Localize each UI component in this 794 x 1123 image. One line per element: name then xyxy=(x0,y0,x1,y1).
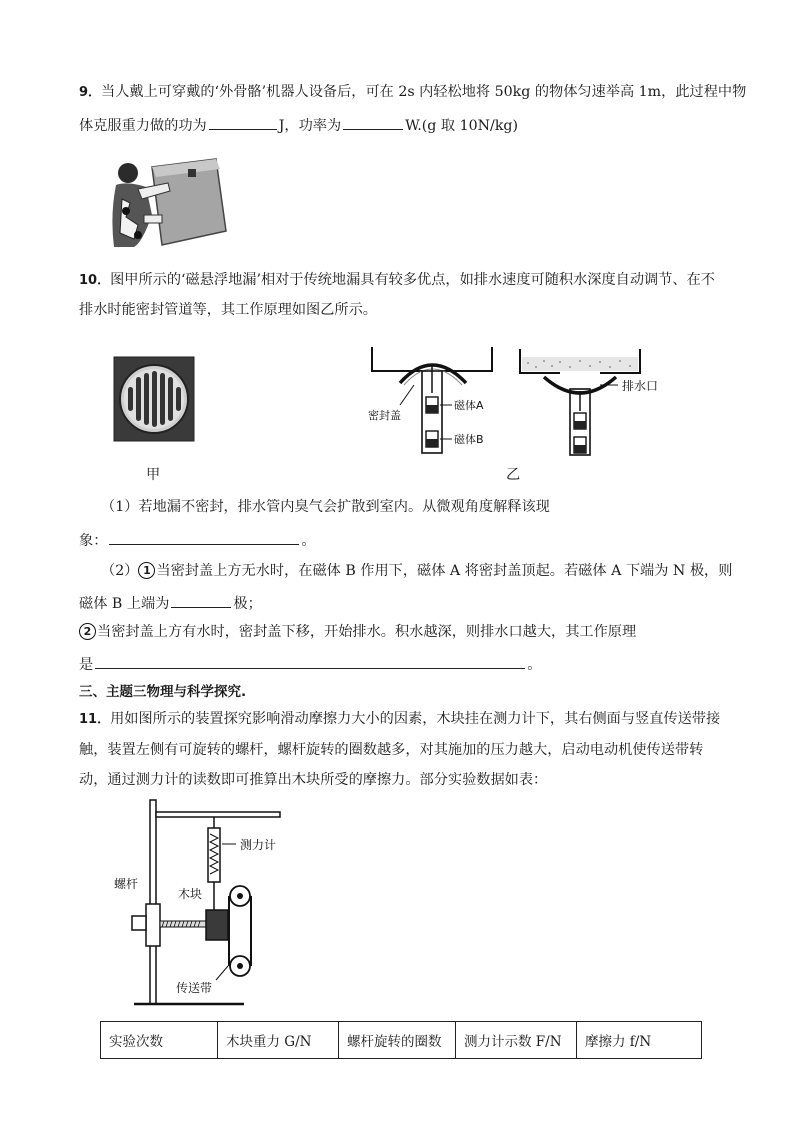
q10-line-2: 排水时能密封管道等，其工作原理如图乙所示。 xyxy=(79,302,377,318)
q10-part2-line-3: 2 当密封盖上方有水时，密封盖下移，开始排水。积水越深，则排水口越大，其工作原理 xyxy=(79,622,636,642)
q10-blank-diffusion[interactable] xyxy=(109,529,299,545)
q11-line-3: 动，通过测力计的读数即可推算出木块所受的摩擦力。部分实验数据如表： xyxy=(79,772,548,788)
q9-blank-work[interactable] xyxy=(209,114,277,130)
label-seal: 密封盖 xyxy=(368,409,401,422)
q9-line-2: 体克服重力做的功为 J，功率为 W.(g 取 10N/kg) xyxy=(79,114,518,136)
q10-blank-pole[interactable] xyxy=(171,592,231,608)
floor-drain-figure xyxy=(112,355,198,445)
q10-blank-principle[interactable] xyxy=(95,653,525,669)
q10-part1-line-1: （1）若地漏不密封，排水管内臭气会扩散到室内。从微观角度解释该现 xyxy=(101,499,550,515)
fig-jia-caption: 甲 xyxy=(146,467,161,483)
section-3-heading: 三、主题三物理与科学探究. xyxy=(79,684,247,700)
label-screw: 螺杆 xyxy=(114,877,139,891)
circled-number-2: 2 xyxy=(79,623,96,640)
label-magnet-a: 磁体A xyxy=(454,399,484,412)
table-header-cell: 螺杆旋转的圈数 xyxy=(339,1022,456,1059)
q10-number: 10． xyxy=(79,273,111,288)
q9-blank-power[interactable] xyxy=(343,114,403,130)
q10-part1-line-2: 象： 。 xyxy=(79,529,316,551)
table-header-cell: 实验次数 xyxy=(101,1022,218,1059)
q10-part2-line-4: 是 。 xyxy=(79,653,541,675)
q10-part2-line-1: （2） 1 当密封盖上方无水时，在磁体 B 作用下，磁体 A 将密封盖顶起。若磁体 A 下端为 N 极，则 xyxy=(101,563,733,579)
q11-line-1: 11．用如图所示的装置探究影响滑动摩擦力大小的因素，木块挂在测力计下，其右侧面与竖直传送带接 xyxy=(79,711,721,727)
q10-part2-line-2: 磁体 B 上端为 极； xyxy=(79,592,262,614)
label-magnet-b: 磁体B xyxy=(454,433,484,446)
friction-apparatus-figure xyxy=(104,798,334,1014)
q9-number: 9． xyxy=(79,85,102,100)
q11-number: 11． xyxy=(79,712,111,727)
drain-principle-figure xyxy=(360,345,659,475)
fig-yi-caption: 乙 xyxy=(506,467,521,483)
q9-line-1: 9．当人戴上可穿戴的‘外骨骼’机器人设备后，可在 2s 内轻松地将 50kg 的物体匀速举高 1m，此过程中物 xyxy=(79,84,747,100)
label-wood-block: 木块 xyxy=(178,887,203,901)
table-header-cell: 木块重力 G/N xyxy=(218,1022,339,1059)
exoskeleton-photo xyxy=(108,155,226,247)
label-conveyor-belt: 传送带 xyxy=(176,981,213,995)
table-header-cell: 测力计示数 F/N xyxy=(456,1022,577,1059)
q10-line-1: 10．图甲所示的‘磁悬浮地漏’相对于传统地漏具有较多优点，如排水速度可随积水深度自动调节、在不 xyxy=(79,272,715,288)
table-header-cell: 摩擦力 f/N xyxy=(577,1022,702,1059)
q11-line-2: 触，装置左侧有可旋转的螺杆，螺杆旋转的圈数越多，对其施加的压力越大，启动电动机使传送带转 xyxy=(79,742,704,758)
table-header-row xyxy=(101,1022,702,1059)
circled-number-1: 1 xyxy=(138,562,155,579)
label-drain-outlet: 排水口 xyxy=(622,379,659,393)
experiment-data-table xyxy=(100,1021,702,1059)
label-spring-scale: 测力计 xyxy=(240,838,277,852)
